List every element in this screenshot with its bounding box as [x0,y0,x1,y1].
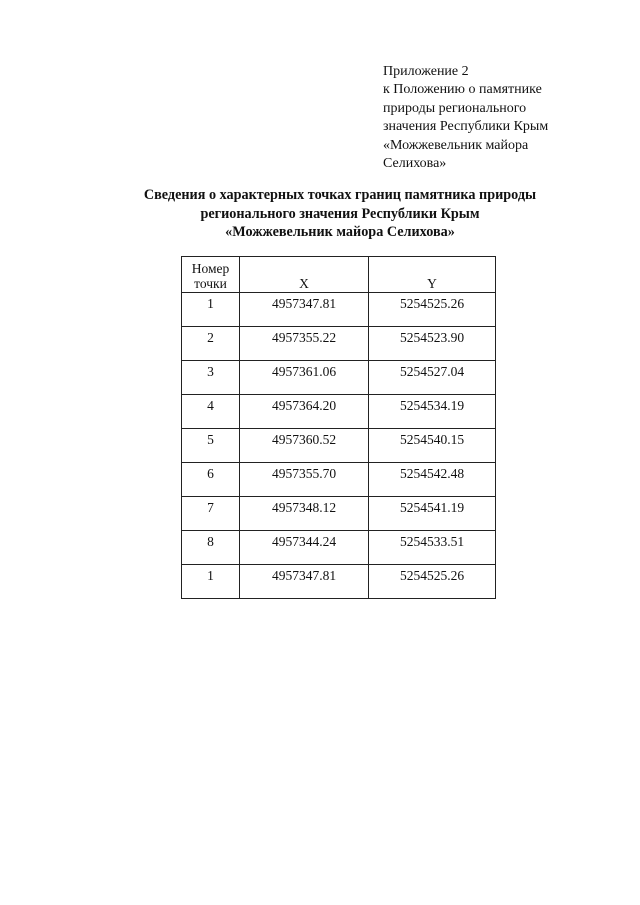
cell-y: 5254533.51 [369,531,496,565]
title-line: регионального значения Республики Крым [200,205,480,222]
cell-point-number: 8 [182,531,240,565]
cell-point-number: 3 [182,361,240,395]
header-point-number [182,257,240,293]
cell-y: 5254534.19 [369,395,496,429]
cell-x: 4957360.52 [240,429,369,463]
header-y: Y [369,257,496,293]
cell-point-number: 5 [182,429,240,463]
table-row [182,361,496,395]
cell-x: 4957364.20 [240,395,369,429]
cell-point-number: 4 [182,395,240,429]
document-title [100,186,580,242]
appendix-line: к Положению о памятнике [383,82,542,98]
coordinates-table [181,256,496,599]
table-row [182,327,496,361]
header-point-number-line1: Номер [191,261,230,276]
cell-x: 4957355.70 [240,463,369,497]
header-x: X [240,257,369,293]
cell-x: 4957355.22 [240,327,369,361]
table-row [182,497,496,531]
cell-point-number: 2 [182,327,240,361]
title-line: «Можжевельник майора Селихова» [225,224,455,241]
table-row [182,429,496,463]
cell-y: 5254523.90 [369,327,496,361]
cell-point-number: 1 [182,293,240,327]
cell-x: 4957347.81 [240,293,369,327]
appendix-note [383,63,623,173]
table-row [182,293,496,327]
cell-y: 5254542.48 [369,463,496,497]
cell-point-number: 7 [182,497,240,531]
cell-y: 5254540.15 [369,429,496,463]
cell-x: 4957361.06 [240,361,369,395]
appendix-line: Приложение 2 [383,64,469,79]
cell-y: 5254541.19 [369,497,496,531]
title-line: Сведения о характерных точках границ памятника природы [143,187,537,203]
header-point-number-line2: точки [194,276,227,291]
cell-y: 5254527.04 [369,361,496,395]
table-row [182,565,496,599]
appendix-line: Селихова» [383,156,447,172]
table-row [182,395,496,429]
table-row [182,531,496,565]
cell-x: 4957348.12 [240,497,369,531]
cell-x: 4957347.81 [240,565,369,599]
appendix-line: природы регионального [383,100,527,116]
cell-point-number: 6 [182,463,240,497]
cell-y: 5254525.26 [369,565,496,599]
appendix-line: «Можжевельник майора [383,137,529,153]
cell-x: 4957344.24 [240,531,369,565]
cell-y: 5254525.26 [369,293,496,327]
table-row [182,463,496,497]
appendix-line: значения Республики Крым [383,119,549,135]
cell-point-number: 1 [182,565,240,599]
table-header-row [182,257,496,293]
